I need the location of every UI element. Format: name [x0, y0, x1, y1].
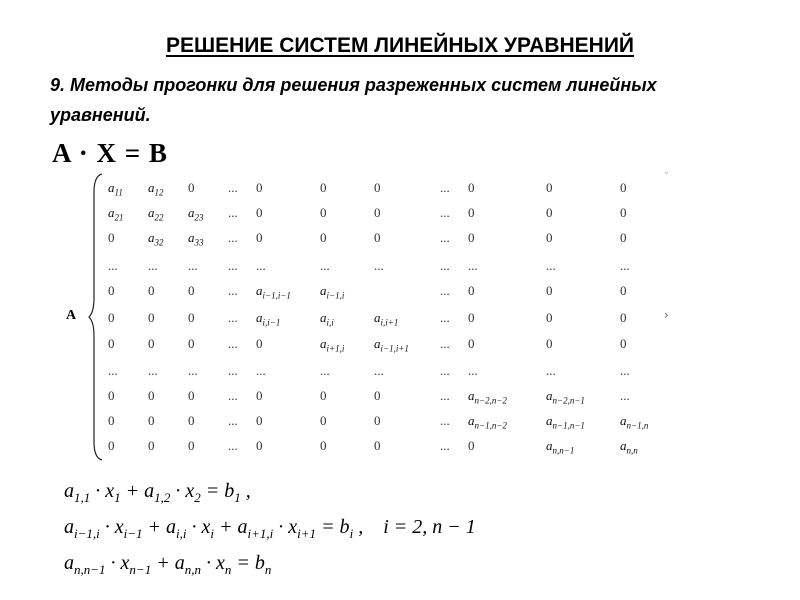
matrix-cell: 0 [320, 413, 327, 428]
matrix-cell: 0 [374, 388, 381, 403]
matrix-cell: 0 [320, 438, 327, 453]
equation-middle: $a_{i-1,i} \cdot x_{i-1} + a_{i,i} \cdot x_i + a_{i+1,i} \cdot x_{i+1} = b_i$ , i = 2, n − 1 [64, 516, 476, 541]
matrix-cell: ... [228, 388, 238, 403]
left-brace [88, 172, 104, 462]
matrix-cell: 0 [188, 180, 195, 195]
matrix-cell: 0 [620, 205, 627, 220]
matrix-cell: 0 [256, 180, 263, 195]
matrix-cell: 0 [148, 438, 155, 453]
matrix-cell: ... [228, 310, 238, 325]
matrix-cell: 0 [546, 310, 553, 325]
matrix-cell: 0 [320, 388, 327, 403]
matrix-cell: $a_{32}$ [148, 230, 164, 248]
matrix-cell: 0 [188, 438, 195, 453]
matrix-cell: ... [228, 336, 238, 351]
matrix-cell: ... [440, 258, 450, 273]
matrix-cell: ... [228, 258, 238, 273]
matrix-cell: $a_{i,i}$ [320, 310, 334, 328]
matrix-cell: $a_{12}$ [148, 180, 164, 198]
matrix-cell: 0 [374, 180, 381, 195]
matrix-cell: ... [228, 180, 238, 195]
matrix-cell: 0 [256, 336, 263, 351]
matrix-cell: 0 [620, 283, 627, 298]
equation-last: $a_{n,n-1} \cdot x_{n-1} + a_{n,n} \cdot x_n = b_n$ [64, 552, 272, 577]
matrix-cell: ... [148, 258, 158, 273]
matrix-cell: 0 [320, 230, 327, 245]
matrix-cell: $a_{33}$ [188, 230, 204, 248]
matrix-cell: $a_{i+1,i}$ [320, 336, 345, 354]
matrix-cell: ... [440, 438, 450, 453]
matrix-cell: ... [440, 388, 450, 403]
matrix-cell: 0 [148, 413, 155, 428]
matrix-label: A [66, 308, 77, 323]
page-title: РЕШЕНИЕ СИСТЕМ ЛИНЕЙНЫХ УРАВНЕНИЙ [165, 34, 635, 57]
matrix-cell: ... [228, 205, 238, 220]
matrix-cell: 0 [256, 205, 263, 220]
matrix-cell: ... [468, 258, 478, 273]
matrix-cell: 0 [108, 438, 115, 453]
matrix-cell: 0 [468, 205, 475, 220]
matrix-cell: 0 [468, 336, 475, 351]
matrix-cell: ... [440, 283, 450, 298]
matrix-cell: ... [620, 388, 630, 403]
matrix-cell: $a_{21}$ [108, 205, 124, 223]
matrix-cell: ... [546, 258, 556, 273]
matrix-cell: 0 [620, 180, 627, 195]
matrix-cell: 0 [108, 310, 115, 325]
matrix-cell: 0 [256, 438, 263, 453]
matrix-cell: ... [620, 363, 630, 378]
matrix-cell: $a_{i,i-1}$ [256, 310, 281, 328]
matrix-cell: ... [228, 413, 238, 428]
matrix-cell: ... [256, 363, 266, 378]
matrix-cell: 0 [320, 180, 327, 195]
matrix-cell: 0 [620, 336, 627, 351]
matrix-cell: 0 [546, 283, 553, 298]
matrix-cell: ... [620, 258, 630, 273]
matrix-cell: 0 [108, 413, 115, 428]
matrix-cell: 0 [374, 438, 381, 453]
matrix-cell: ... [228, 230, 238, 245]
matrix-cell: $a_{23}$ [188, 205, 204, 223]
matrix-cell: 0 [620, 310, 627, 325]
matrix-cell: 0 [374, 205, 381, 220]
matrix-cell: 0 [148, 336, 155, 351]
matrix-cell: ... [440, 363, 450, 378]
matrix-cell: ... [188, 363, 198, 378]
matrix-cell: $a_{n-2,n-2}$ [468, 388, 507, 406]
matrix-cell: 0 [468, 230, 475, 245]
matrix-cell: $a_{n,n}$ [620, 438, 638, 456]
matrix-cell: 0 [468, 310, 475, 325]
matrix-cell: ... [320, 258, 330, 273]
matrix-cell: 0 [108, 230, 115, 245]
matrix-cell: 0 [256, 413, 263, 428]
matrix-cell: $a_{n-1,n-1}$ [546, 413, 585, 431]
matrix-cell: ... [320, 363, 330, 378]
matrix-cell: $a_{n-1,n}$ [620, 413, 649, 431]
matrix-cell: 0 [468, 180, 475, 195]
right-brace-mark: › [664, 308, 669, 322]
matrix-cell: 0 [468, 438, 475, 453]
matrix-cell: $a_{i,i+1}$ [374, 310, 399, 328]
main-equation: A · X = B [52, 138, 168, 168]
matrix-cell: $a_{n,n-1}$ [546, 438, 575, 456]
matrix-cell: ... [374, 258, 384, 273]
matrix-cell: 0 [256, 388, 263, 403]
matrix-cell: ... [228, 438, 238, 453]
matrix-cell: ... [440, 230, 450, 245]
matrix-cell: $a_{n-2,n-1}$ [546, 388, 585, 406]
matrix-cell: 0 [188, 388, 195, 403]
matrix-cell: ... [546, 363, 556, 378]
matrix-cell: ... [440, 180, 450, 195]
matrix-cell: ... [468, 363, 478, 378]
matrix-cell: $a_{11}$ [108, 180, 123, 198]
matrix-cell: ... [228, 363, 238, 378]
matrix-cell: 0 [188, 413, 195, 428]
matrix-cell: 0 [374, 230, 381, 245]
matrix-cell: 0 [546, 205, 553, 220]
matrix-cell: ... [374, 363, 384, 378]
matrix-cell: 0 [108, 388, 115, 403]
matrix-cell: ... [188, 258, 198, 273]
matrix-cell: $a_{i-1,i-1}$ [256, 283, 291, 301]
matrix-cell: 0 [320, 205, 327, 220]
matrix-cell: ... [256, 258, 266, 273]
matrix-cell: 0 [188, 310, 195, 325]
matrix-cell: ... [440, 336, 450, 351]
matrix-cell: ... [108, 363, 118, 378]
matrix-cell: ... [440, 205, 450, 220]
matrix-cell: $a_{n-1,n-2}$ [468, 413, 507, 431]
matrix-cell: 0 [620, 230, 627, 245]
equation-first: $a_{1,1} \cdot x_1 + a_{1,2} \cdot x_2 = b_1$ , [64, 480, 251, 505]
matrix-cell: 0 [468, 283, 475, 298]
matrix-cell: 0 [188, 336, 195, 351]
matrix-cell: ... [228, 283, 238, 298]
matrix-cell: ... [108, 258, 118, 273]
matrix-cell: 0 [374, 413, 381, 428]
matrix-cell: 0 [256, 230, 263, 245]
matrix-cell: ... [440, 413, 450, 428]
matrix-cell: $a_{22}$ [148, 205, 164, 223]
matrix-cell: ... [148, 363, 158, 378]
matrix-cell: 0 [148, 388, 155, 403]
matrix-cell: 0 [148, 310, 155, 325]
matrix-corner-mark: ˘ [664, 172, 669, 183]
matrix-cell: $a_{i-1,i}$ [320, 283, 345, 301]
matrix-cell: 0 [188, 283, 195, 298]
matrix-cell: 0 [546, 180, 553, 195]
matrix-cell: 0 [108, 283, 115, 298]
matrix-cell: 0 [148, 283, 155, 298]
matrix-cell: 0 [108, 336, 115, 351]
matrix-cell: 0 [546, 230, 553, 245]
matrix-cell: 0 [546, 336, 553, 351]
matrix-cell: $a_{i-1,i+1}$ [374, 336, 409, 354]
section-subtitle: 9. Методы прогонки для решения разреженных систем линейных уравнений. [50, 75, 657, 125]
matrix-cell: ... [440, 310, 450, 325]
